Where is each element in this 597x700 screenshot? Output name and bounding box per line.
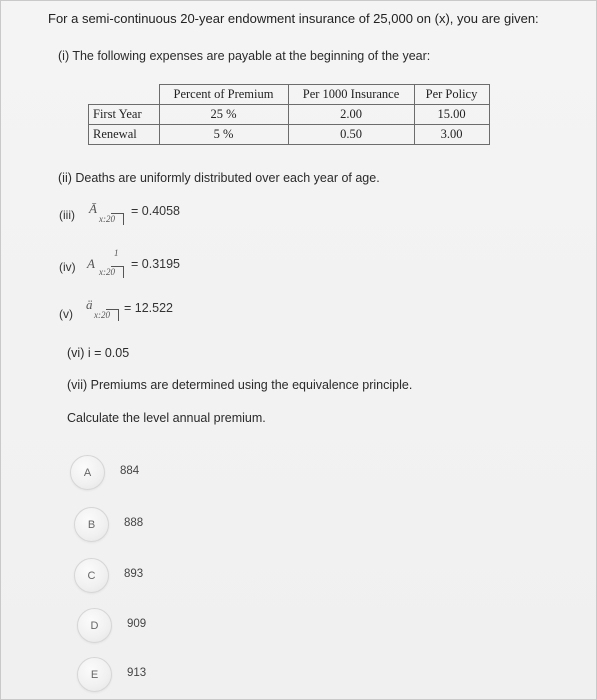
option-b-radio[interactable]: B	[74, 507, 109, 542]
given-item-iv	[59, 249, 259, 285]
option-b-value[interactable]: 888	[124, 517, 144, 529]
table-cell: 25 %	[159, 105, 288, 125]
option-e-value[interactable]: 913	[127, 667, 147, 679]
table-corner	[89, 85, 160, 105]
table-cell: 0.50	[288, 125, 414, 145]
row-label: First Year	[89, 105, 160, 125]
actuarial-symbol: Ā	[89, 201, 97, 216]
option-a-value[interactable]: 884	[120, 465, 140, 477]
angle-bar	[111, 266, 123, 267]
angle-side	[118, 309, 119, 321]
table-cell: 5 %	[159, 125, 288, 145]
table-row	[89, 105, 490, 125]
given-item-vii: (vii) Premiums are determined using the equivalence principle.	[67, 378, 413, 392]
angle-bar	[111, 213, 123, 214]
angle-side	[123, 213, 124, 225]
table-cell: 3.00	[414, 125, 489, 145]
given-item-iii	[59, 199, 259, 235]
table-row	[89, 125, 490, 145]
option-c-radio[interactable]: C	[74, 558, 109, 593]
item-number: (v)	[59, 307, 73, 321]
given-value: = 12.522	[124, 301, 174, 315]
table-header: Percent of Premium	[159, 85, 288, 105]
table-header: Per 1000 Insurance	[288, 85, 414, 105]
expense-table	[88, 84, 490, 145]
table-cell: 2.00	[288, 105, 414, 125]
option-c-value[interactable]: 893	[124, 568, 144, 580]
symbol-subscript: x:20	[99, 267, 115, 277]
symbol-superscript: 1	[114, 248, 119, 258]
item-number: (iv)	[59, 260, 76, 274]
row-label: Renewal	[89, 125, 160, 145]
option-d-value[interactable]: 909	[127, 618, 147, 630]
given-item-vi: (vi) i = 0.05	[67, 346, 130, 360]
given-item-v	[59, 295, 259, 331]
question-prompt: Calculate the level annual premium.	[67, 411, 266, 425]
given-item-ii: (ii) Deaths are uniformly distributed over each year of age.	[58, 171, 380, 185]
angle-side	[123, 266, 124, 278]
angle-bar	[106, 309, 118, 310]
table-cell: 15.00	[414, 105, 489, 125]
option-e-radio[interactable]: E	[77, 657, 112, 692]
symbol-subscript: x:20	[99, 214, 115, 224]
given-value: = 0.3195	[131, 257, 181, 271]
symbol-subscript: x:20	[94, 310, 110, 320]
question-intro: For a semi-continuous 20-year endowment insurance of 25,000 on (x), you are given:	[48, 11, 539, 26]
table-header-row	[89, 85, 490, 105]
actuarial-symbol: ä	[86, 297, 93, 312]
item-number: (iii)	[59, 208, 75, 222]
option-d-radio[interactable]: D	[77, 608, 112, 643]
actuarial-symbol: A	[87, 256, 95, 271]
table-header: Per Policy	[414, 85, 489, 105]
option-a-radio[interactable]: A	[70, 455, 105, 490]
given-value: = 0.4058	[131, 204, 181, 218]
given-item-i: (i) The following expenses are payable at the beginning of the year:	[58, 49, 431, 63]
